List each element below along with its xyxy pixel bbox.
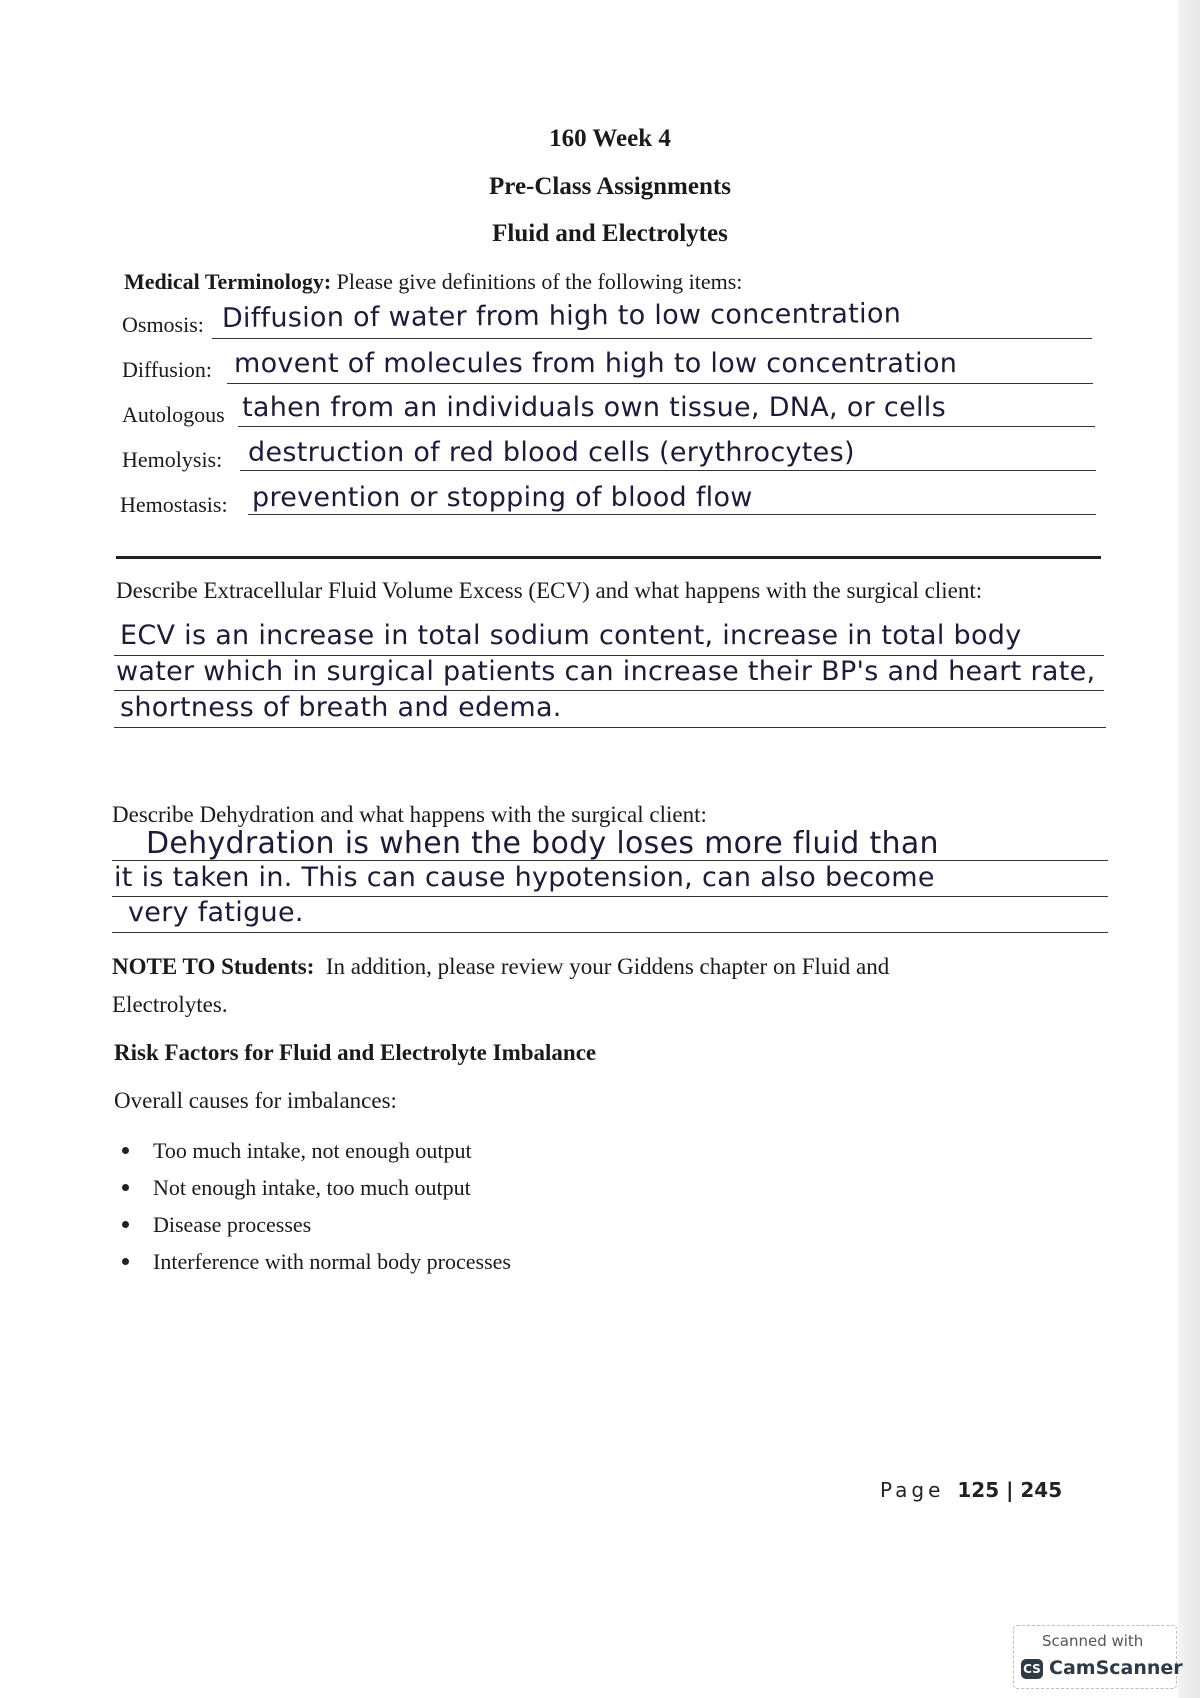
dehydration-answer-line-3 [112, 932, 1108, 933]
risk-heading: Risk Factors for Fluid and Electrolyte Imbalance [114, 1040, 597, 1065]
badge-scanned-with: Scanned with [1042, 1632, 1144, 1650]
answer-line-diffusion [227, 383, 1093, 384]
risk-bullet-1 [122, 1138, 472, 1164]
ecv-answer-1[interactable]: ECV is an increase in total sodium content, increase in total body [120, 620, 1022, 651]
dehydration-answer-3[interactable]: very fatigue. [128, 897, 304, 928]
section-divider [116, 556, 1101, 559]
ecv-prompt: Describe Extracellular Fluid Volume Excess (ECV) and what happens with the surgical client: [116, 578, 983, 603]
note-text-2: Electrolytes. [112, 992, 228, 1017]
bullet-dot [122, 1258, 129, 1265]
badge-brand: CamScanner [1049, 1657, 1183, 1679]
risk-bullet-text: Too much intake, not enough output [153, 1138, 472, 1163]
ecv-answer-2[interactable]: water which in surgical patients can increase their BP's and heart rate, [116, 656, 1096, 687]
note-text-1: In addition, please review your Giddens chapter on Fluid and [325, 954, 890, 979]
term-answer-hemolysis[interactable]: destruction of red blood cells (erythrocytes) [248, 437, 855, 468]
course-title: 160 Week 4 [549, 125, 671, 152]
ecv-answer-line-2 [114, 690, 1104, 691]
camscanner-logo-icon: CS [1021, 1659, 1043, 1679]
note-label: NOTE TO Students: [112, 954, 315, 979]
camscanner-badge [1013, 1625, 1183, 1689]
terminology-heading: Medical Terminology: [124, 269, 332, 294]
assignment-title: Pre-Class Assignments [489, 173, 731, 200]
page-word: Page [880, 1478, 945, 1502]
answer-line-hemolysis [240, 470, 1096, 471]
topic-title: Fluid and Electrolytes [492, 220, 728, 247]
dehydration-prompt: Describe Dehydration and what happens with the surgical client: [112, 802, 707, 827]
answer-line-autologous [238, 426, 1095, 427]
term-label-hemolysis: Hemolysis: [122, 447, 223, 472]
term-answer-osmosis[interactable]: Diffusion of water from high to low concentration [221, 298, 902, 334]
dehydration-answer-1[interactable]: Dehydration is when the body loses more fluid than [146, 826, 939, 861]
page-footer [880, 1478, 1062, 1502]
term-label-hemostasis: Hemostasis: [120, 492, 228, 517]
term-label-osmosis: Osmosis: [122, 312, 204, 337]
dehydration-answer-2[interactable]: it is taken in. This can cause hypotension, can also become [114, 862, 935, 893]
page-number: 125 | 245 [957, 1478, 1063, 1502]
risk-bullet-text: Interference with normal body processes [153, 1249, 511, 1274]
scan-page-edge [1178, 0, 1200, 1698]
answer-line-osmosis [212, 338, 1092, 339]
terminology-instructions: Please give definitions of the following items: [336, 269, 743, 294]
note-line-1 [112, 954, 889, 980]
risk-bullet-3 [122, 1212, 311, 1238]
term-label-diffusion: Diffusion: [122, 357, 213, 382]
bullet-dot [122, 1221, 129, 1228]
risk-intro: Overall causes for imbalances: [114, 1088, 397, 1113]
ecv-answer-3[interactable]: shortness of breath and edema. [120, 692, 562, 723]
risk-bullet-4 [122, 1249, 511, 1275]
bullet-dot [122, 1147, 129, 1154]
term-answer-hemostasis[interactable]: prevention or stopping of blood flow [252, 482, 753, 513]
bullet-dot [122, 1184, 129, 1191]
terminology-heading-row [124, 269, 742, 295]
term-answer-diffusion[interactable]: movent of molecules from high to low concentration [234, 348, 958, 379]
risk-bullet-text: Not enough intake, too much output [153, 1175, 471, 1200]
term-label-autologous: Autologous [122, 402, 225, 427]
risk-bullet-text: Disease processes [153, 1212, 312, 1237]
risk-bullet-2 [122, 1175, 471, 1201]
answer-line-hemostasis [248, 514, 1096, 515]
ecv-answer-line-3 [114, 727, 1106, 728]
term-answer-autologous[interactable]: tahen from an individuals own tissue, DNA, or cells [242, 392, 946, 423]
